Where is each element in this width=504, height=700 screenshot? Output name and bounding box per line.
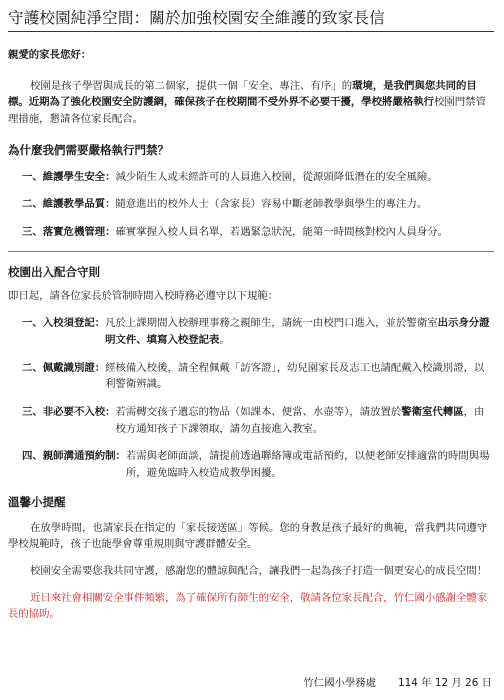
rule-item-label: 一、入校須登記： [22,317,106,330]
rule-item-label: 三、非必要不入校： [22,406,116,419]
signature-org: 竹仁國小學務處 [303,677,377,690]
title-divider [8,31,494,32]
intro-lead: 校園是孩子學習與成長的第二個家，提供一個「安全、專注、有序」的 [30,79,353,92]
rules-intro: 即日起，請各位家長於管制時間入校時務必遵守以下規範： [8,289,279,302]
intro-bold: 環境，是我們與您共同的目標。近期為了強化校園安全防護網，確保孩子在校期間不受外界不必要干擾，學校將嚴格執行 [8,79,477,109]
reminder-heading: 溫馨小提醒 [8,494,66,509]
rule-item-text: 若需與老師面談，請提前透過聯絡簿或電話預約，以便老師安排適當的時間與場所，避免臨時入校造成教學困擾。 [125,450,490,479]
rules-heading: 校園出入配合守則 [8,264,100,279]
rule-item-label: 四、親師溝通預約制： [22,450,126,463]
rule-item-3 [8,404,494,437]
why-item-1 [8,169,494,186]
rule-item-bold: 出示身分證明文件、填寫入校登記表 [105,317,490,347]
salutation: 親愛的家長您好： [8,49,92,62]
rule-item-4 [8,448,494,481]
intro-tail: 校園門禁管理措施，懇請各位家長配合。 [8,96,486,126]
rule-item-2 [8,360,494,393]
reminder-paragraph-1: 在放學時間，也請家長在指定的「家長接送區」等候。您的身教是孩子最好的典範，當我們共同遵守學校規範時，孩子也能學會尊重規則與守護群體安全。 [8,521,488,551]
why-item-label: 一、維護學生安全： [22,170,116,183]
why-item-text: 確實掌握入校人員名單，若遇緊急狀況，能第一時間核對校內人員身分。 [115,226,449,239]
reminder-paragraph-2: 校園安全需要您我共同守護，感謝您的體諒與配合，讓我們一起為孩子打造一個更安心的成長空間！ [30,564,488,577]
signature-date: 114 年 12 月 26 日 [398,677,492,690]
rule-item-text: 若需轉交孩子遺忘的物品（如課本、便當、水壺等），請放置於 [115,406,402,419]
why-item-3 [8,224,494,241]
why-item-text: 減少陌生人或未經許可的人員進入校園，從源頭降低潛在的安全風險。 [115,170,438,183]
reminder-alert-paragraph: 近日來社會相關安全事件頻繁，為了確保所有師生的安全，敬請各位家長配合，竹仁國小感謝全體家長的協助。 [8,591,488,621]
why-heading: 為什麼我們需要嚴格執行門禁？ [8,142,169,157]
section-divider [8,251,494,252]
rule-item-text: 凡於上課期間入校辦理事務之親師生，請統一由校門口進入，並於警衛室 [105,317,438,330]
rule-item-1 [8,315,494,348]
why-item-2 [8,196,494,213]
rule-item-tail: 。 [219,334,230,347]
signature [303,675,492,692]
why-item-text: 隨意進出的校外人士（含家長）容易中斷老師教學與學生的專注力。 [115,198,428,211]
intro-paragraph [8,78,494,128]
page-title: 守護校園純淨空間：關於加強校園安全維護的致家長信 [8,9,385,27]
rule-item-tail: ，由校方通知孩子下課領取，請勿直接進入教室。 [115,406,485,435]
rule-item-label: 二、佩戴識別證： [22,361,106,374]
why-item-label: 三、落實危機管理： [22,226,116,239]
why-item-label: 二、維護教學品質： [22,198,116,211]
rule-item-text: 經核備入校後，請全程佩戴「訪客證」，幼兒園家長及志工也請配戴入校識別證，以利警衛辨識。 [105,361,485,391]
rule-item-bold: 警衛室代轉區 [401,406,464,419]
